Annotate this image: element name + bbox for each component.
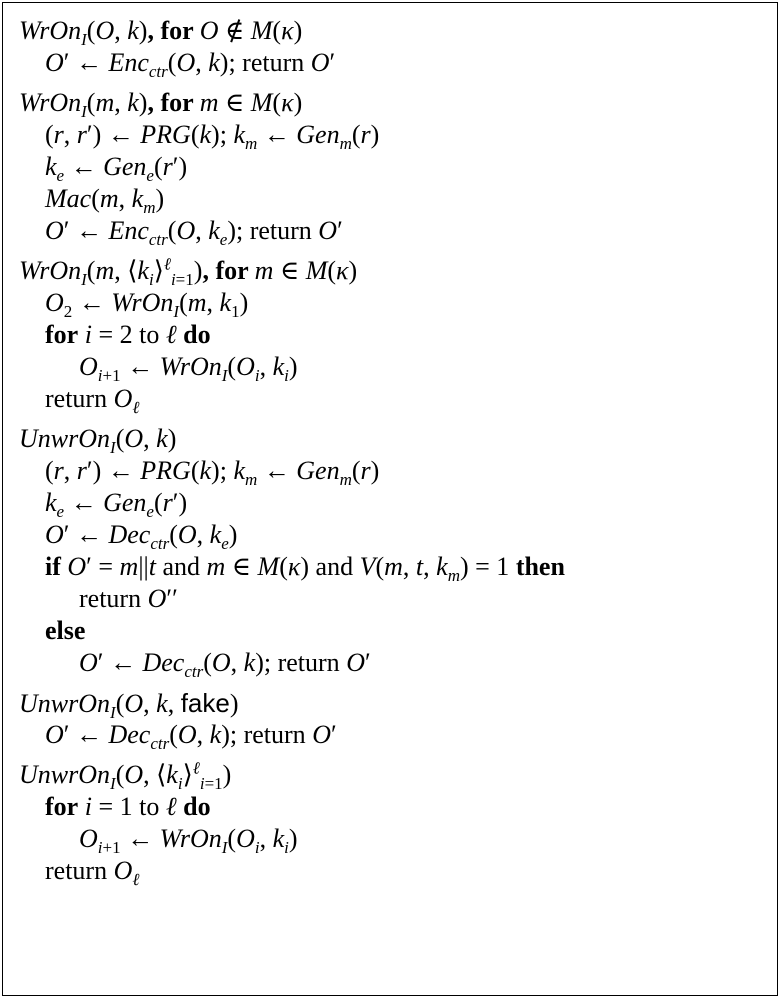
section-gap xyxy=(19,79,767,87)
algorithm-line: $O_{i+1}$ ← $WrOn_I(O_i$, $k_i$) xyxy=(79,352,298,386)
algorithm-line: O′ ← Dec$_{ctr}$(O, k); return O′ xyxy=(79,648,371,682)
algorithm-line: O′ ← Enc$_{ctr}$(O, $k_e$); return O′ xyxy=(45,216,343,250)
algorithm-line: for i = 2 to ℓ do xyxy=(45,320,211,349)
algorithm-box xyxy=(2,2,778,996)
procedure-header: WrOn$_I$(m, $⟨k_i⟩^\ell_{i=1}$), for m ∈ M(κ) xyxy=(19,254,358,290)
algorithm-line: $k_e$ ← Gen$_e$(r′) xyxy=(45,488,188,522)
procedure-header: UnwrOn$_I$(O, k) xyxy=(19,424,177,458)
algorithm-line: (r, r′) ← PRG(k); $k_m$ ← Gen$_m$(r) xyxy=(45,456,380,490)
algorithm-line: (r, r′) ← PRG(k); $k_m$ ← Gen$_m$(r) xyxy=(45,120,380,154)
algorithm-line: return O′′ xyxy=(79,584,178,613)
algorithm-line: else xyxy=(45,616,86,645)
algorithm-line: O′ ← Dec$_{ctr}$(O, k); return O′ xyxy=(45,720,337,754)
section-gap xyxy=(19,247,767,255)
algorithm-line: $O_{i+1}$ ← $WrOn_I(O_i$, $k_i$) xyxy=(79,824,298,858)
algorithm-line: Mac(m, $k_m$) xyxy=(45,184,165,218)
section-gap xyxy=(19,679,767,687)
procedure-header: UnwrOn$_I$(O, $⟨k_i⟩^\ell_{i=1}$) xyxy=(19,758,232,794)
algorithm-listing xyxy=(19,15,767,890)
algorithm-line: O′ ← Dec$_{ctr}$(O, $k_e$) xyxy=(45,520,238,554)
algorithm-line: if O′ = m||t and m ∈ M(κ) and V(m, t, $k_m) = 1$ then xyxy=(45,552,565,586)
algorithm-line: return $O_\ell$ xyxy=(45,384,140,418)
procedure-header: WrOn$_I$(O, k), for O ∉ M(κ) xyxy=(19,16,303,50)
algorithm-line: $k_e$ ← Gen$_e$(r′) xyxy=(45,152,188,186)
procedure-header: WrOn$_I$(m, k), for m ∈ M(κ) xyxy=(19,88,303,122)
algorithm-line: return $O_\ell$ xyxy=(45,856,140,890)
procedure-header: UnwrOn$_I$(O, k, fake) xyxy=(19,688,239,723)
section-gap xyxy=(19,751,767,759)
algorithm-line: for i = 1 to ℓ do xyxy=(45,792,211,821)
algorithm-line: O′ ← Enc$_{ctr}$(O, k); return O′ xyxy=(45,48,336,82)
algorithm-line: $O_2$ ← WrOn$_I$(m, $k_1$) xyxy=(45,288,249,322)
